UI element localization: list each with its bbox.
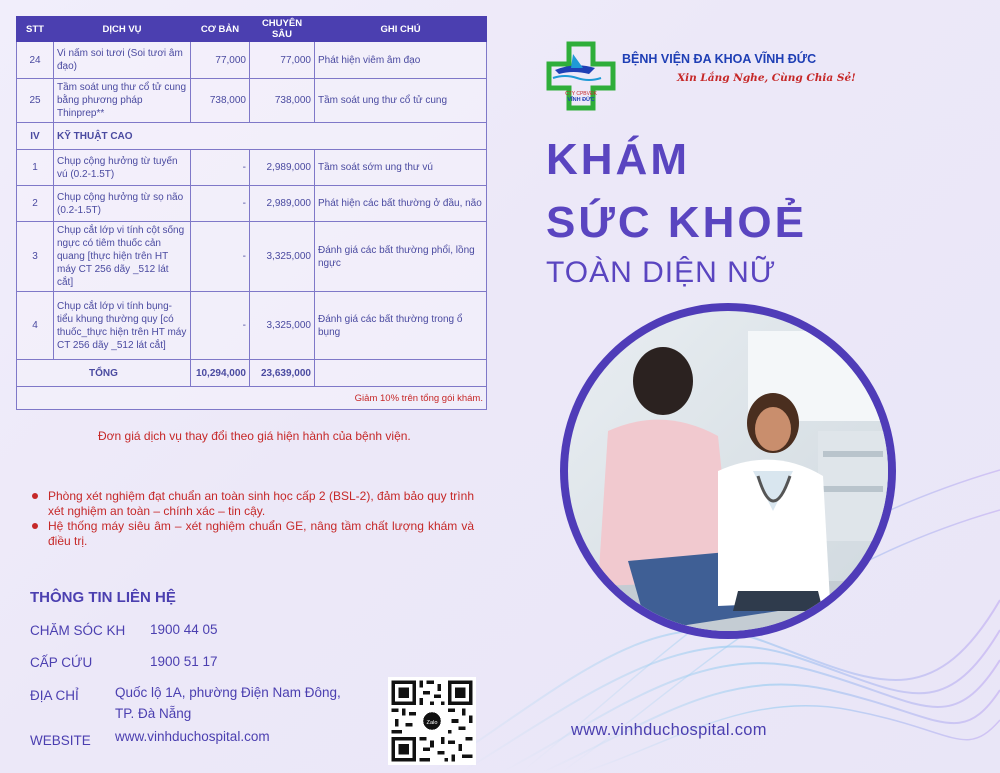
- cell-advanced: 77,000: [250, 42, 315, 79]
- care-phone[interactable]: 1900 44 05: [150, 622, 218, 637]
- table-row: [17, 186, 487, 222]
- cell-basic: -: [191, 150, 250, 186]
- header-stt: STT: [17, 17, 54, 42]
- cell-basic: 77,000: [191, 42, 250, 79]
- table-header-row: [17, 17, 487, 42]
- cell-basic: -: [191, 186, 250, 222]
- address-line2: TP. Đà Nẵng: [115, 706, 192, 721]
- service-price-table: [16, 16, 487, 410]
- website-link[interactable]: www.vinhduchospital.com: [115, 729, 270, 744]
- list-item: [30, 519, 474, 549]
- cell-service: Chụp cắt lớp vi tính bụng-tiểu khung thường quy [có thuốc_thực hiện trên HT máy CT 256 dãy _512 lát cắt]: [54, 292, 191, 360]
- page-subtitle: TOÀN DIỆN NỮ: [546, 256, 777, 289]
- cell-note: Tầm soát ung thư cổ tử cung: [315, 79, 487, 123]
- address-label: ĐỊA CHỈ: [30, 688, 79, 703]
- bullet-dot-icon: [32, 523, 38, 529]
- emergency-label: CẤP CỨU: [30, 655, 93, 670]
- table-row: [17, 222, 487, 292]
- cell-stt: 4: [17, 292, 54, 360]
- table-row: [17, 79, 487, 123]
- table-section-row: [17, 123, 487, 150]
- table-total-row: [17, 360, 487, 387]
- cell-advanced: 2,989,000: [250, 186, 315, 222]
- cell-note: Tầm soát sớm ung thư vú: [315, 150, 487, 186]
- doctor-patient-photo: [568, 311, 888, 631]
- cell-note: Phát hiện các bất thường ở đầu, não: [315, 186, 487, 222]
- footer-website-link[interactable]: www.vinhduchospital.com: [571, 721, 767, 739]
- table-row: [17, 292, 487, 360]
- total-note-empty: [315, 360, 487, 387]
- hospital-logo: [545, 40, 617, 112]
- total-advanced: 23,639,000: [250, 360, 315, 387]
- section-stt: IV: [17, 123, 54, 150]
- cell-advanced: 3,325,000: [250, 292, 315, 360]
- list-item: [30, 489, 474, 519]
- header-basic: CƠ BẢN: [191, 17, 250, 42]
- emergency-phone[interactable]: 1900 51 17: [150, 654, 218, 669]
- cell-note: Đánh giá các bất thường trong ổ bụng: [315, 292, 487, 360]
- cell-service: Chụp cắt lớp vi tính cột sống ngực có tiêm thuốc cản quang [thực hiện trên HT máy CT 256 dãy _512 lát cắt]: [54, 222, 191, 292]
- discount-note: Giảm 10% trên tổng gói khám.: [17, 387, 487, 410]
- page-title-line2: SỨC KHOẺ: [546, 198, 807, 247]
- table-row: [17, 42, 487, 79]
- cell-note: Phát hiện viêm âm đạo: [315, 42, 487, 79]
- cell-stt: 25: [17, 79, 54, 123]
- total-basic: 10,294,000: [191, 360, 250, 387]
- website-label: WEBSITE: [30, 733, 91, 748]
- contact-title: THÔNG TIN LIÊN HỆ: [30, 589, 176, 606]
- bullet-text: Phòng xét nghiệm đạt chuẩn an toàn sinh học cấp 2 (BSL-2), đảm bảo quy trình xét nghiệm an toàn – chính xác – tin cậy.: [48, 489, 474, 518]
- cell-basic: 738,000: [191, 79, 250, 123]
- zalo-qr-code[interactable]: [388, 677, 476, 765]
- hospital-slogan: Xin Lắng Nghe, Cùng Chia Sẻ!: [677, 72, 856, 84]
- total-label: TỔNG: [17, 360, 191, 387]
- cell-stt: 2: [17, 186, 54, 222]
- cell-service: Vi nấm soi tươi (Soi tươi âm đạo): [54, 42, 191, 79]
- logo-text-2: VĨNH ĐỨC: [567, 97, 595, 103]
- logo-text-1: CTY CPBVĐK: [565, 91, 597, 97]
- section-label: KỸ THUẬT CAO: [54, 123, 487, 150]
- cell-advanced: 2,989,000: [250, 150, 315, 186]
- cell-service: Chụp cộng hưởng từ tuyến vú (0.2-1.5T): [54, 150, 191, 186]
- cell-stt: 3: [17, 222, 54, 292]
- table-discount-row: [17, 387, 487, 410]
- hospital-name: BỆNH VIỆN ĐA KHOA VĨNH ĐỨC: [622, 52, 817, 66]
- cell-basic: -: [191, 292, 250, 360]
- cell-service: Chụp cộng hưởng từ sọ não (0.2-1.5T): [54, 186, 191, 222]
- cell-advanced: 738,000: [250, 79, 315, 123]
- cell-advanced: 3,325,000: [250, 222, 315, 292]
- care-label: CHĂM SÓC KH: [30, 623, 126, 638]
- header-note: GHI CHÚ: [315, 17, 487, 42]
- zalo-label: Zalo: [426, 719, 438, 726]
- bullet-text: Hệ thống máy siêu âm – xét nghiệm chuẩn GE, nâng tầm chất lượng khám và điều trị.: [48, 519, 474, 548]
- bullet-dot-icon: [32, 493, 38, 499]
- cell-basic: -: [191, 222, 250, 292]
- feature-bullet-list: [30, 489, 474, 549]
- cell-note: Đánh giá các bất thường phổi, lồng ngực: [315, 222, 487, 292]
- header-advanced: CHUYÊN SÂU: [250, 17, 315, 42]
- table-row: [17, 150, 487, 186]
- page-title-line1: KHÁM: [546, 135, 690, 184]
- address-line1: Quốc lộ 1A, phường Điện Nam Đông,: [115, 685, 341, 700]
- cell-stt: 1: [17, 150, 54, 186]
- price-change-note: Đơn giá dịch vụ thay đổi theo giá hiện hành của bệnh viện.: [98, 429, 411, 443]
- header-service: DỊCH VỤ: [54, 17, 191, 42]
- cell-stt: 24: [17, 42, 54, 79]
- cell-service: Tầm soát ung thư cổ tử cung bằng phương pháp Thinprep**: [54, 79, 191, 123]
